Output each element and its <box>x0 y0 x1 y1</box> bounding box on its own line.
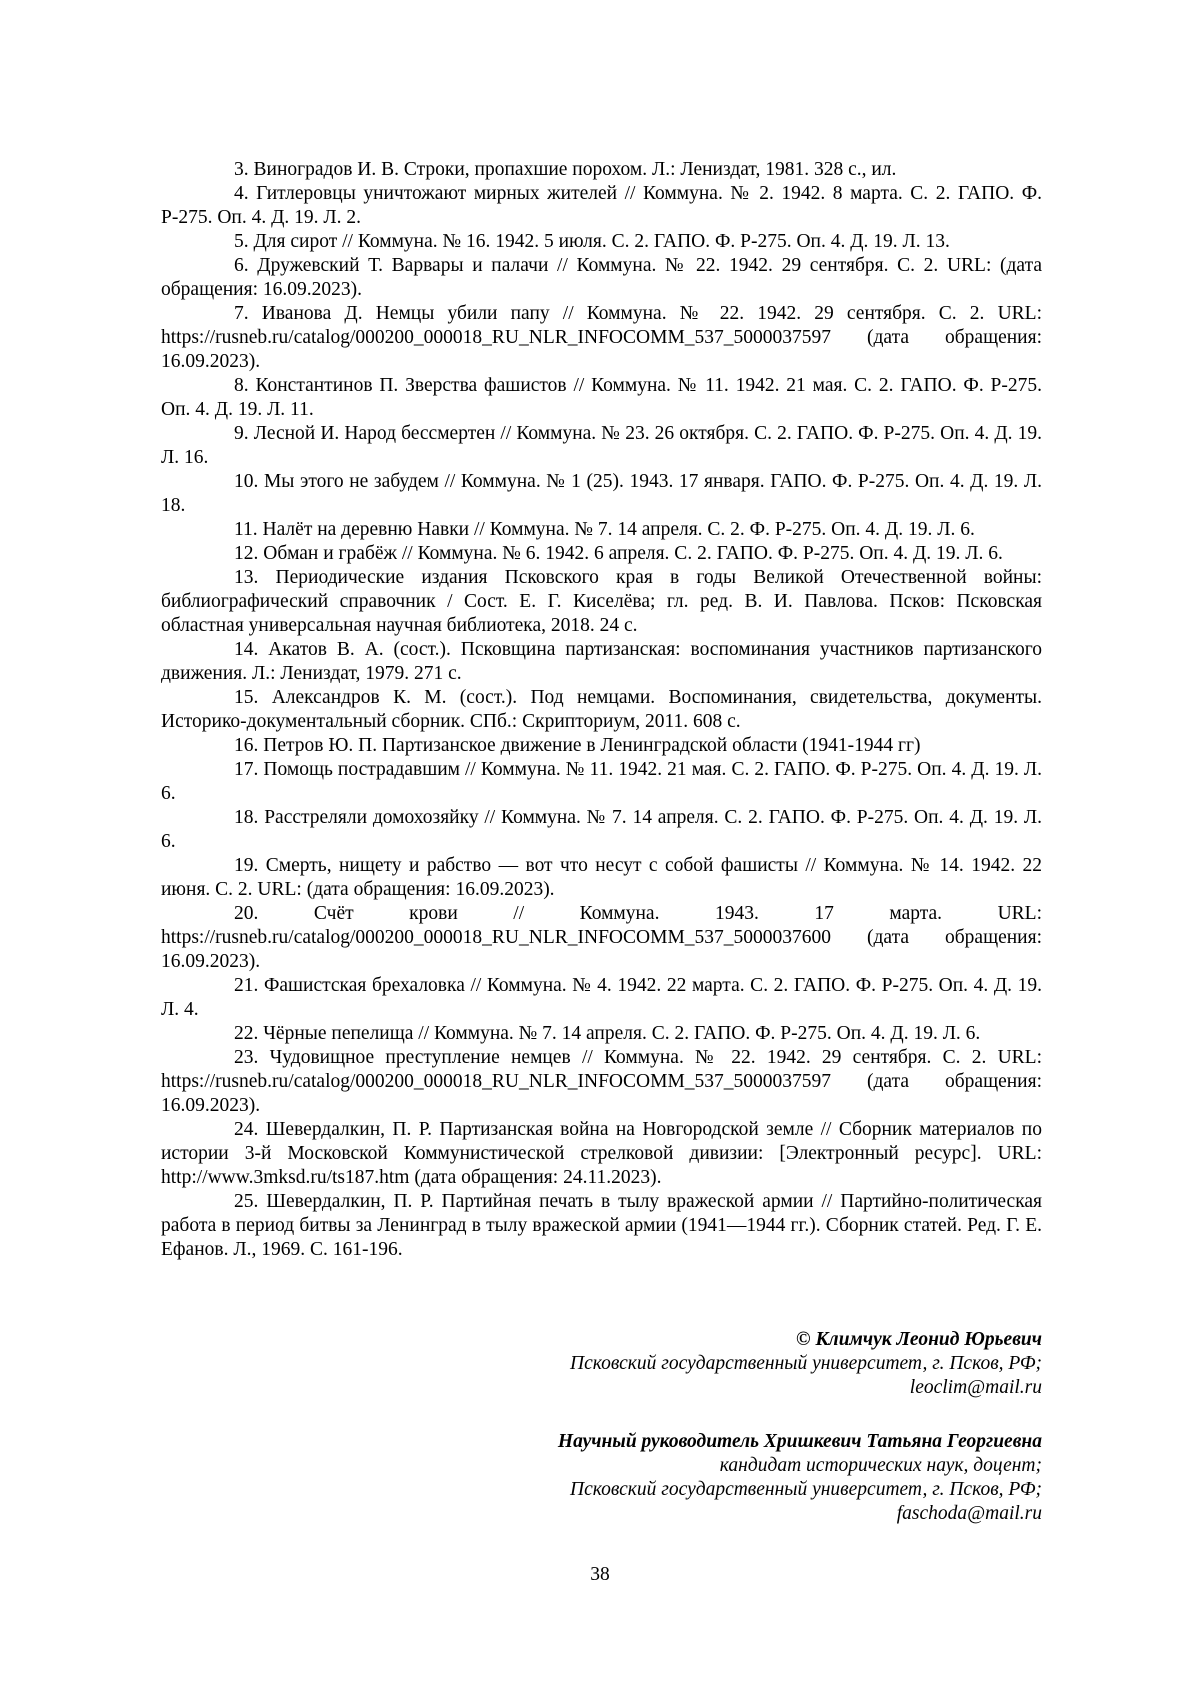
reference-item: 4. Гитлеровцы уничтожают мирных жителей // Коммуна. № 2. 1942. 8 марта. С. 2. ГАПО. Ф. Р-275. Оп. 4. Д. 19. Л. 2. <box>161 183 1042 228</box>
reference-item: 15. Александров К. М. (сост.). Под немцами. Воспоминания, свидетельства, документы. Историко-документальный сборник. СПб.: Скрипториум, 2011. 608 с. <box>161 687 1042 732</box>
reference-item: 19. Смерть, нищету и рабство — вот что несут с собой фашисты // Коммуна. № 14. 1942. 22 июня. С. 2. URL: (дата обращения: 16.09.2023). <box>161 855 1042 900</box>
advisor-name: Научный руководитель Хришкевич Татьяна Георгиевна <box>557 1431 1042 1452</box>
advisor-email: faschoda@mail.ru <box>896 1503 1042 1524</box>
reference-item: 17. Помощь пострадавшим // Коммуна. № 11. 1942. 21 мая. С. 2. ГАПО. Ф. Р-275. Оп. 4. Д. 19. Л. 6. <box>161 759 1042 804</box>
reference-item: 9. Лесной И. Народ бессмертен // Коммуна. № 23. 26 октября. С. 2. ГАПО. Ф. Р-275. Оп. 4. Д. 19. Л. 16. <box>161 423 1042 468</box>
author-affiliation: Псковский государственный университет, г. Псков, РФ; <box>570 1353 1042 1374</box>
reference-item: 23. Чудовищное преступление немцев // Коммуна. № 22. 1942. 29 сентября. С. 2. URL: https://rusneb.ru/catalog/000200_000018_RU_NLR_INFOCOMM_537_5000037597 (дата обращения: 16.09.2023). <box>161 1047 1042 1116</box>
reference-item: 18. Расстреляли домохозяйку // Коммуна. № 7. 14 апреля. С. 2. ГАПО. Ф. Р-275. Оп. 4. Д. 19. Л. 6. <box>161 807 1042 852</box>
advisor-degree: кандидат исторических наук, доцент; <box>719 1455 1042 1476</box>
reference-item: 16. Петров Ю. П. Партизанское движение в Ленинградской области (1941-1944 гг) <box>234 735 921 756</box>
reference-item: 6. Дружевский Т. Варвары и палачи // Коммуна. № 22. 1942. 29 сентября. С. 2. URL: (дата обращения: 16.09.2023). <box>161 255 1042 300</box>
reference-item: 13. Периодические издания Псковского края в годы Великой Отечественной войны: библиографический справочник / Сост. Е. Г. Киселёва; гл. ред. В. И. Павлова. Псков: Псковская областная универсальная научная библиотека, 2018. 24 с. <box>161 567 1042 636</box>
reference-item: 21. Фашистская брехаловка // Коммуна. № 4. 1942. 22 марта. С. 2. ГАПО. Ф. Р-275. Оп. 4. Д. 19. Л. 4. <box>161 975 1042 1020</box>
reference-item: 22. Чёрные пепелища // Коммуна. № 7. 14 апреля. С. 2. ГАПО. Ф. Р-275. Оп. 4. Д. 19. Л. 6. <box>234 1023 981 1044</box>
author-name: © Климчук Леонид Юрьевич <box>796 1329 1042 1350</box>
reference-item: 3. Виноградов И. В. Строки, пропахшие порохом. Л.: Лениздат, 1981. 328 с., ил. <box>234 159 897 180</box>
advisor-signature <box>342 1430 1042 1526</box>
reference-item: 11. Налёт на деревню Навки // Коммуна. № 7. 14 апреля. С. 2. Ф. Р-275. Оп. 4. Д. 19. Л. 6. <box>234 519 975 540</box>
reference-item: 20. Счёт крови // Коммуна. 1943. 17 марта. URL: https://rusneb.ru/catalog/000200_000018_RU_NLR_INFOCOMM_537_5000037600 (дата обращения: 16.09.2023). <box>161 903 1042 972</box>
reference-item: 8. Константинов П. Зверства фашистов // Коммуна. № 11. 1942. 21 мая. С. 2. ГАПО. Ф. Р-275. Оп. 4. Д. 19. Л. 11. <box>161 375 1042 420</box>
author-signature <box>342 1328 1042 1400</box>
page-number: 38 <box>590 1564 610 1585</box>
reference-item: 5. Для сирот // Коммуна. № 16. 1942. 5 июля. С. 2. ГАПО. Ф. Р-275. Оп. 4. Д. 19. Л. 13. <box>234 231 950 252</box>
reference-item: 7. Иванова Д. Немцы убили папу // Коммуна. № 22. 1942. 29 сентября. С. 2. URL: https://rusneb.ru/catalog/000200_000018_RU_NLR_INFOCOMM_537_5000037597 (дата обращения: 16.09.2023). <box>161 303 1042 372</box>
reference-item: 14. Акатов В. А. (сост.). Псковщина партизанская: воспоминания участников партизанского движения. Л.: Лениздат, 1979. 271 с. <box>161 639 1042 684</box>
reference-list <box>161 158 1042 1262</box>
reference-item: 24. Шевердалкин, П. Р. Партизанская война на Новгородской земле // Сборник материалов по истории 3-й Московской Коммунистической стрелковой дивизии: [Электронный ресурс]. URL: http://www.3mksd.ru/ts187.htm (дата обращения: 24.11.2023). <box>161 1119 1042 1188</box>
reference-item: 12. Обман и грабёж // Коммуна. № 6. 1942. 6 апреля. С. 2. ГАПО. Ф. Р-275. Оп. 4. Д. 19. Л. 6. <box>234 543 1003 564</box>
reference-item: 25. Шевердалкин, П. Р. Партийная печать в тылу вражеской армии // Партийно-политическая работа в период битвы за Ленинград в тылу вражеской армии (1941—1944 гг.). Сборник статей. Ред. Г. Е. Ефанов. Л., 1969. С. 161-196. <box>161 1191 1042 1260</box>
author-email: leoclim@mail.ru <box>909 1377 1042 1398</box>
reference-item: 10. Мы этого не забудем // Коммуна. № 1 (25). 1943. 17 января. ГАПО. Ф. Р-275. Оп. 4. Д. 19. Л. 18. <box>161 471 1042 516</box>
advisor-affiliation: Псковский государственный университет, г. Псков, РФ; <box>570 1479 1042 1500</box>
